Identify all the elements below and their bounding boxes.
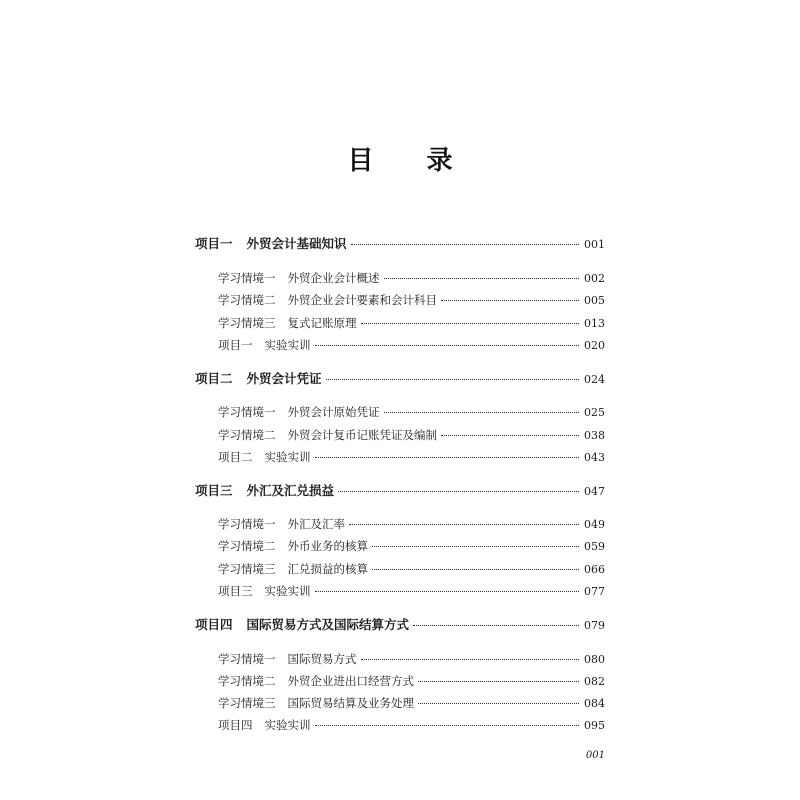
- toc-label: 学习情境二: [218, 539, 276, 553]
- toc-title: 外汇及汇率: [287, 517, 345, 531]
- toc-title: 国际贸易方式: [287, 652, 357, 666]
- toc-title: 外贸会计原始凭证: [287, 405, 380, 419]
- toc-title: 汇兑损益的核算: [287, 562, 368, 576]
- toc-label: 学习情境一: [218, 517, 276, 531]
- toc-label: 学习情境三: [218, 562, 276, 576]
- toc-title: 外汇及汇兑损益: [246, 483, 335, 498]
- toc-title: 复式记账原理: [287, 316, 357, 330]
- toc-page-number: 024: [584, 373, 605, 386]
- dot-leader: [315, 591, 580, 592]
- dot-leader: [361, 323, 580, 324]
- toc-label: 学习情境二: [218, 428, 276, 442]
- toc-section-row[interactable]: [218, 561, 605, 577]
- toc-title: 外贸企业会计要素和会计科目: [287, 293, 437, 307]
- toc-label: 项目三: [218, 584, 253, 598]
- toc-page-number: 002: [584, 272, 605, 285]
- toc-page-number: 013: [584, 317, 605, 330]
- toc-section-row[interactable]: [218, 717, 605, 733]
- dot-leader: [315, 345, 580, 346]
- toc-page-number: 047: [584, 485, 605, 498]
- dot-leader: [384, 412, 580, 413]
- toc-title: 外贸企业会计概述: [287, 271, 380, 285]
- toc-label: 学习情境三: [218, 316, 276, 330]
- toc-label: 学习情境一: [218, 652, 276, 666]
- toc-page-number: 082: [584, 675, 605, 688]
- toc-label: 项目三: [195, 483, 233, 498]
- toc-chapter-row[interactable]: [195, 483, 605, 499]
- toc-page-number: 038: [584, 429, 605, 442]
- toc-title: 实验实训: [264, 338, 311, 352]
- dot-leader: [384, 278, 580, 279]
- toc-page-number: 043: [584, 451, 605, 464]
- toc-section-row[interactable]: [218, 516, 605, 532]
- toc-section-row[interactable]: [218, 292, 605, 308]
- toc-label: 项目一: [195, 236, 233, 251]
- dot-leader: [441, 435, 579, 436]
- toc-label: 学习情境一: [218, 271, 276, 285]
- toc-title: 外币业务的核算: [287, 539, 368, 553]
- toc-label: 学习情境三: [218, 696, 276, 710]
- toc-section-row[interactable]: [218, 695, 605, 711]
- dot-leader: [413, 625, 579, 626]
- toc-title: 实验实训: [264, 584, 311, 598]
- dot-leader: [441, 300, 579, 301]
- toc-page-number: 025: [584, 406, 605, 419]
- toc-section-row[interactable]: [218, 538, 605, 554]
- toc-section-row[interactable]: [218, 651, 605, 667]
- page-title: 目 录: [347, 146, 475, 176]
- toc-page-number: 020: [584, 339, 605, 352]
- dot-leader: [349, 524, 579, 525]
- toc-chapter-row[interactable]: [195, 236, 605, 252]
- toc-section-row[interactable]: [218, 673, 605, 689]
- dot-leader: [372, 546, 579, 547]
- toc-chapter-row[interactable]: [195, 617, 605, 633]
- toc-chapter-row[interactable]: [195, 371, 605, 387]
- toc-label: 项目二: [218, 450, 253, 464]
- toc-section-row[interactable]: [218, 315, 605, 331]
- toc-page-number: 080: [584, 653, 605, 666]
- dot-leader: [338, 491, 579, 492]
- toc-section-row[interactable]: [218, 270, 605, 286]
- dot-leader: [351, 244, 579, 245]
- toc-title: 实验实训: [264, 450, 311, 464]
- toc-page-number: 095: [584, 719, 605, 732]
- toc-label: 项目一: [218, 338, 253, 352]
- dot-leader: [418, 703, 579, 704]
- toc-page-number: 005: [584, 294, 605, 307]
- toc-section-row[interactable]: [218, 404, 605, 420]
- toc-title: 外贸会计复币记账凭证及编制: [287, 428, 437, 442]
- dot-leader: [361, 659, 580, 660]
- toc-title: 国际贸易结算及业务处理: [287, 696, 414, 710]
- dot-leader: [418, 681, 579, 682]
- toc-label: 项目二: [195, 371, 233, 386]
- toc-section-row[interactable]: [218, 583, 605, 599]
- toc-section-row[interactable]: [218, 449, 605, 465]
- toc-title: 国际贸易方式及国际结算方式: [246, 617, 410, 632]
- toc-label: 项目四: [195, 617, 233, 632]
- dot-leader: [315, 725, 580, 726]
- toc-page-number: 084: [584, 697, 605, 710]
- dot-leader: [326, 379, 579, 380]
- dot-leader: [315, 457, 580, 458]
- toc-page-number: 066: [584, 563, 605, 576]
- toc-label: 学习情境一: [218, 405, 276, 419]
- toc-page-number: 049: [584, 518, 605, 531]
- toc-label: 学习情境二: [218, 293, 276, 307]
- toc-page-number: 077: [584, 585, 605, 598]
- page-number: 001: [585, 750, 605, 761]
- toc-label: 项目四: [218, 718, 253, 732]
- toc-label: 学习情境二: [218, 674, 276, 688]
- toc-title: 实验实训: [264, 718, 311, 732]
- toc-page-number: 079: [584, 619, 605, 632]
- toc-page-number: 059: [584, 540, 605, 553]
- toc-section-row[interactable]: [218, 337, 605, 353]
- dot-leader: [372, 569, 579, 570]
- toc-section-row[interactable]: [218, 427, 605, 443]
- toc-title: 外贸会计基础知识: [246, 236, 347, 251]
- toc-page-number: 001: [584, 238, 605, 251]
- toc-title: 外贸会计凭证: [246, 371, 322, 386]
- toc-title: 外贸企业进出口经营方式: [287, 674, 414, 688]
